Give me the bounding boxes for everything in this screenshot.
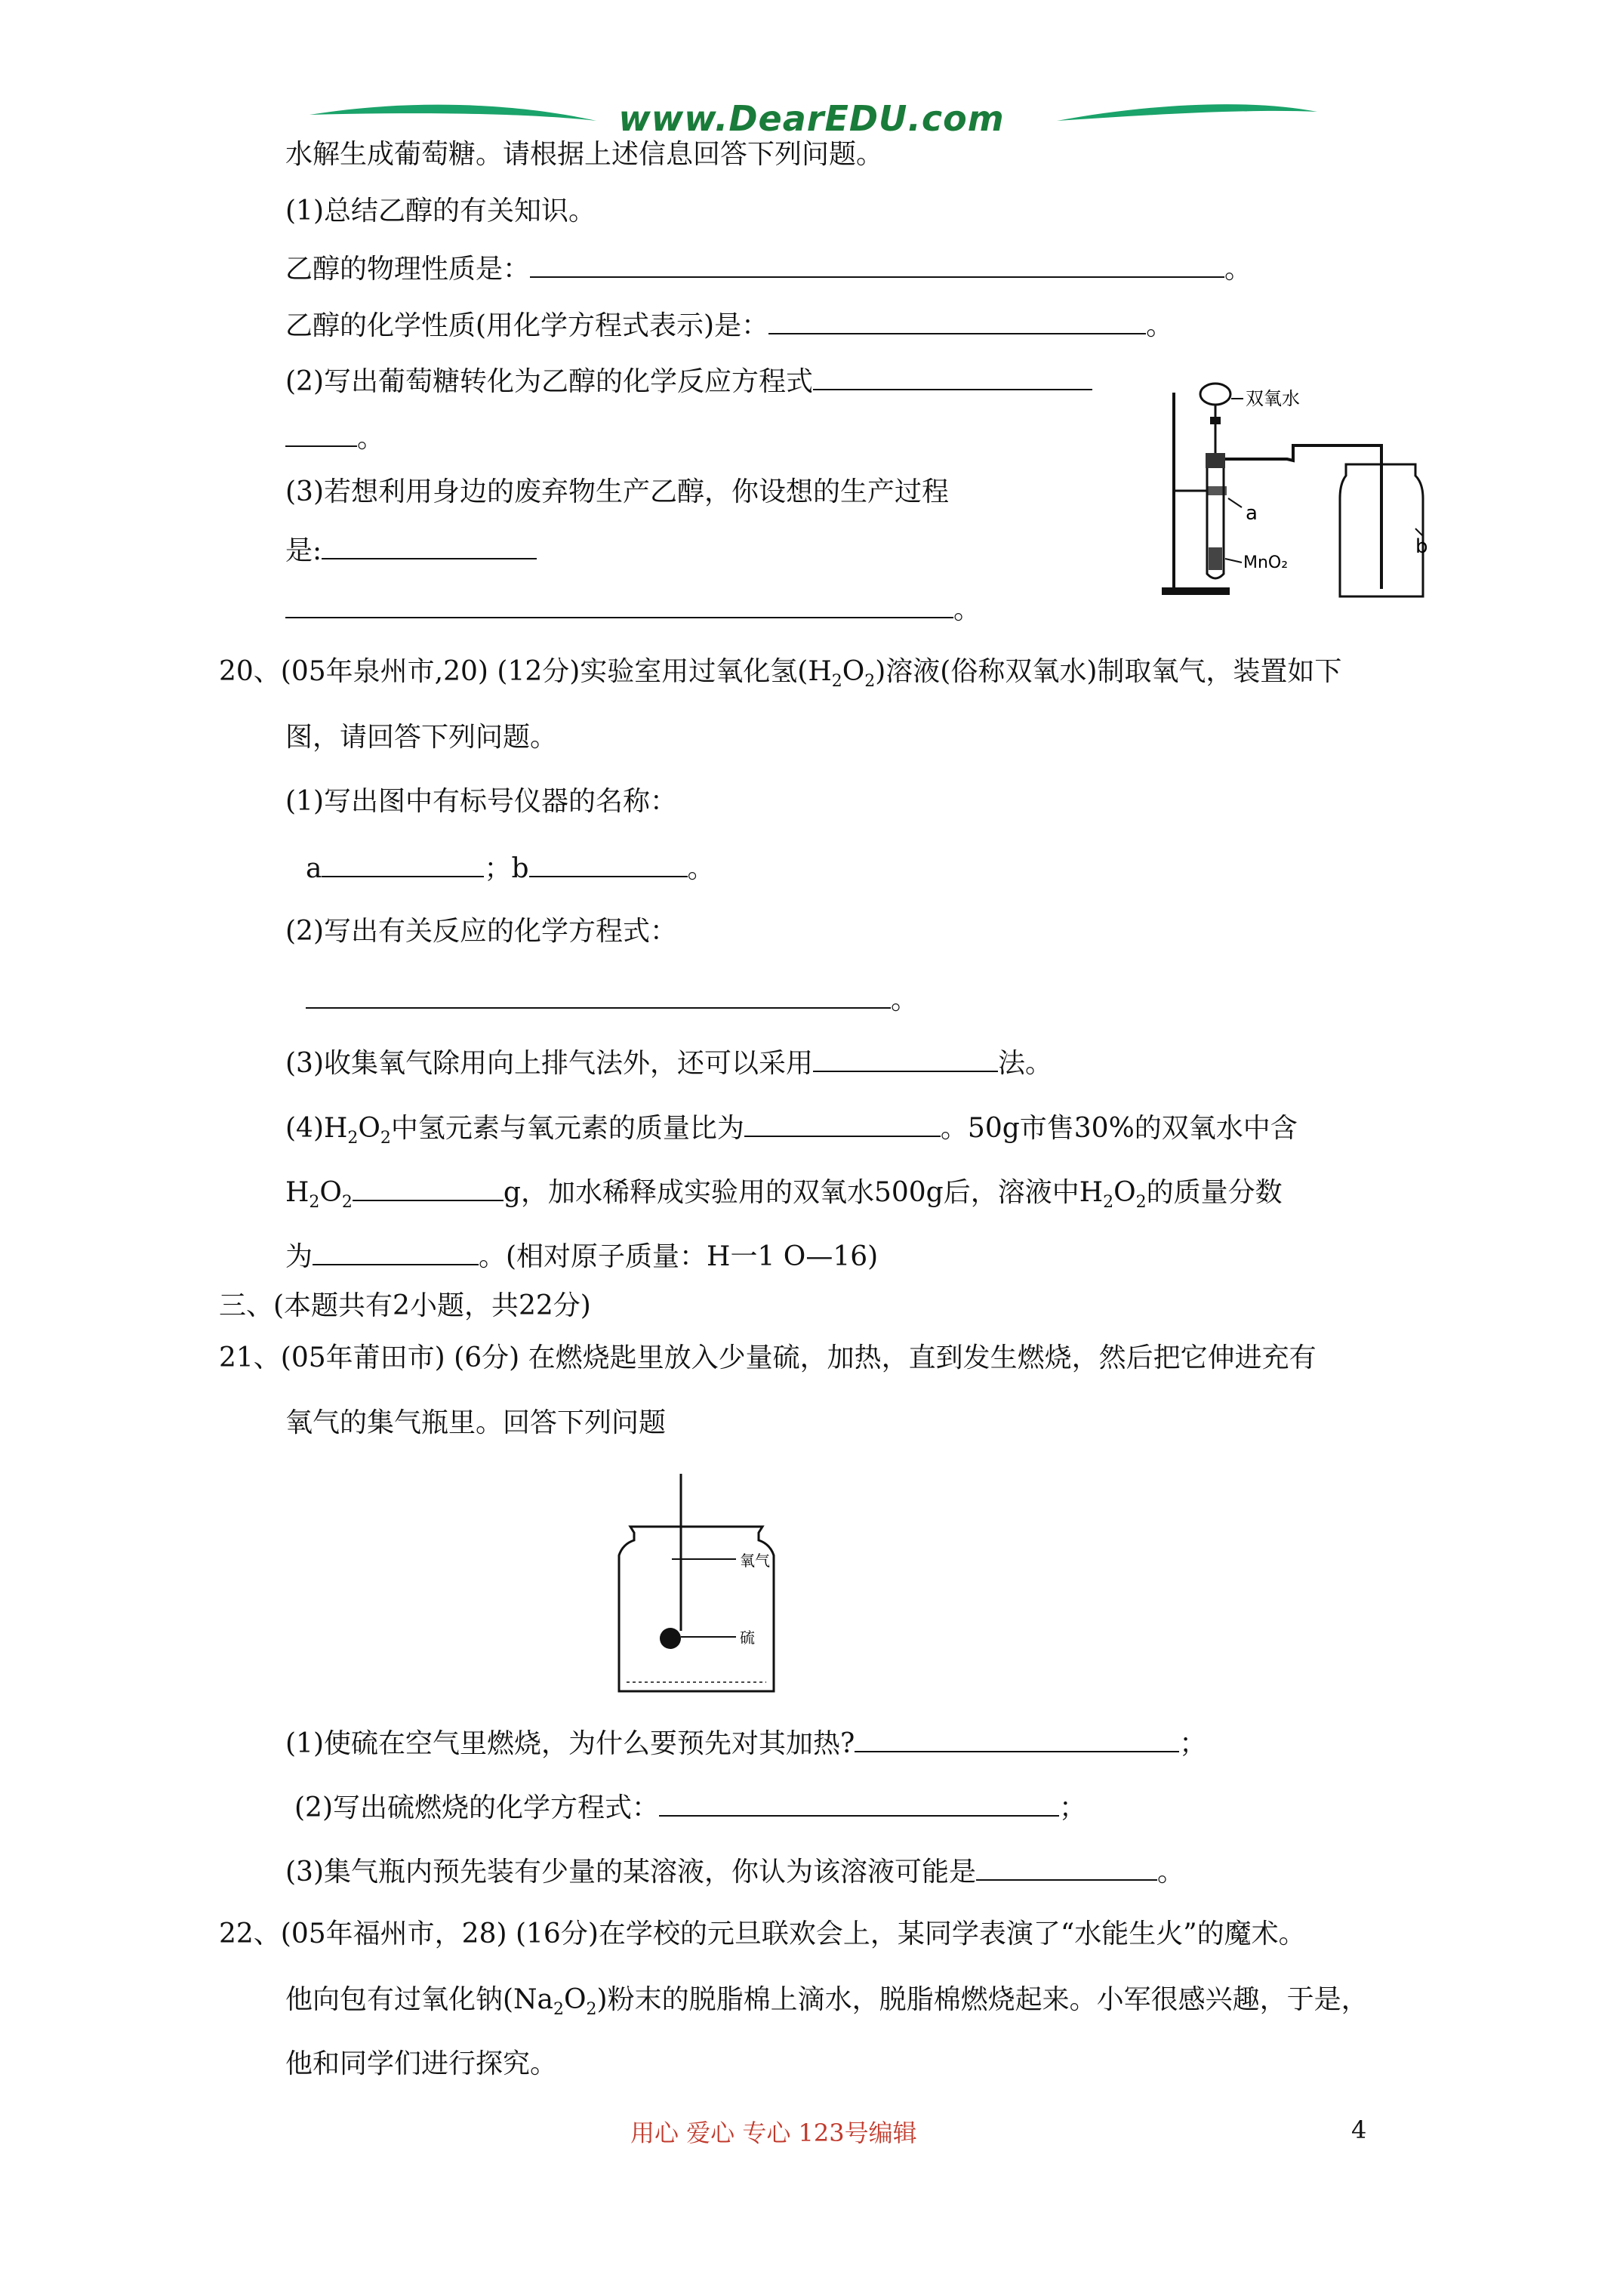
text-line: 。 xyxy=(285,420,384,455)
text-line: a ；b 。 xyxy=(306,850,715,886)
label-a: a xyxy=(1246,502,1258,525)
label-sulfur: 硫 xyxy=(740,1629,755,1647)
answer-blank[interactable] xyxy=(768,307,1146,334)
question-21-line: 21、(05年莆田市) (6分) 在燃烧匙里放入少量硫，加热，直到发生燃烧，然后把它伸进充有 xyxy=(219,1342,1317,1373)
text-line: 。 xyxy=(306,982,918,1017)
answer-blank[interactable] xyxy=(976,1854,1157,1881)
text-line: 是: xyxy=(285,532,537,568)
label-b: b xyxy=(1415,535,1428,558)
answer-blank[interactable] xyxy=(313,1238,479,1265)
gas-jar-figure xyxy=(604,1472,800,1702)
footer-note: 用心 爱心 专心 123号编辑 xyxy=(630,2119,917,2147)
text-line: (2)写出葡萄糖转化为乙醇的化学反应方程式 xyxy=(285,363,1092,399)
answer-blank[interactable] xyxy=(322,532,537,559)
text-line: 他和同学们进行探究。 xyxy=(285,2048,558,2079)
text-line: (2)写出有关反应的化学方程式： xyxy=(285,916,677,947)
answer-blank[interactable] xyxy=(855,1725,1179,1752)
text-line: 氧气的集气瓶里。回答下列问题 xyxy=(285,1407,667,1438)
answer-blank[interactable] xyxy=(530,251,1224,278)
answer-blank[interactable] xyxy=(529,850,688,877)
answer-blank[interactable] xyxy=(744,1110,941,1137)
answer-blank[interactable] xyxy=(659,1789,1059,1817)
text-line: $(4)H_2O_2$中氢元素与氧元素的质量比为 。50g市售30%的双氧水中含 xyxy=(285,1110,1298,1155)
text-line: (1)写出图中有标号仪器的名称： xyxy=(285,786,677,817)
label-oxygen: 氧气 xyxy=(740,1552,770,1570)
text-line: (3)集气瓶内预先装有少量的某溶液，你认为该溶液可能是 。 xyxy=(285,1854,1184,1889)
text-line: 乙醇的物理性质是： 。 xyxy=(285,251,1252,286)
text-line: 图，请回答下列问题。 xyxy=(285,722,558,753)
question-22-line: 22、(05年福州市，28) (16分)在学校的元旦联欢会上，某同学表演了“水能生火”的魔术。 xyxy=(219,1918,1306,1949)
apparatus-figure xyxy=(1159,378,1431,607)
answer-blank[interactable] xyxy=(306,982,891,1009)
label-h2o2: 双氧水 xyxy=(1246,388,1300,409)
label-mno2: MnO₂ xyxy=(1243,553,1289,572)
page-number: 4 xyxy=(1351,2116,1367,2144)
text-line: (3)若想利用身边的废弃物生产乙醇，你设想的生产过程 xyxy=(285,476,949,507)
question-20-line: 20、(05年泉州市,20) (12分)实验室用过氧化氢$(H_2O_2)$溶液(俗称双氧水)制取氧气，装置如下 xyxy=(219,656,1342,692)
answer-blank[interactable] xyxy=(322,850,484,877)
answer-blank[interactable] xyxy=(353,1174,504,1201)
text-line: 乙醇的化学性质(用化学方程式表示)是： 。 xyxy=(285,307,1173,343)
text-line: (2)写出硫燃烧的化学方程式： ； xyxy=(294,1789,1086,1825)
site-title: www.DearEDU.com xyxy=(618,98,1005,139)
text-line: (1)总结乙醇的有关知识。 xyxy=(285,196,596,227)
text-line: $H_2O_2$ g，加水稀释成实验用的双氧水500g后，溶液中$H_2O_2$的质量分数 xyxy=(285,1174,1283,1219)
section-heading: 三、(本题共有2小题，共22分) xyxy=(219,1290,591,1321)
text-line: 。 xyxy=(285,591,981,627)
answer-blank[interactable] xyxy=(813,363,1092,390)
answer-blank[interactable] xyxy=(285,591,953,618)
answer-blank[interactable] xyxy=(285,420,357,447)
text-line: 为 。(相对原子质量：H一1 O—16) xyxy=(285,1238,878,1274)
text-line: 水解生成葡萄糖。请根据上述信息回答下列问题。 xyxy=(285,139,884,170)
text-line: 他向包有过氧化钠$(Na_2O_2)$粉末的脱脂棉上滴水，脱脂棉燃烧起来。小军很感兴趣，于是， xyxy=(285,1984,1369,2020)
text-line: (1)使硫在空气里燃烧，为什么要预先对其加热? ； xyxy=(285,1725,1206,1761)
text-line: (3)收集氧气除用向上排气法外，还可以采用 法。 xyxy=(285,1045,1052,1080)
answer-blank[interactable] xyxy=(813,1045,998,1072)
